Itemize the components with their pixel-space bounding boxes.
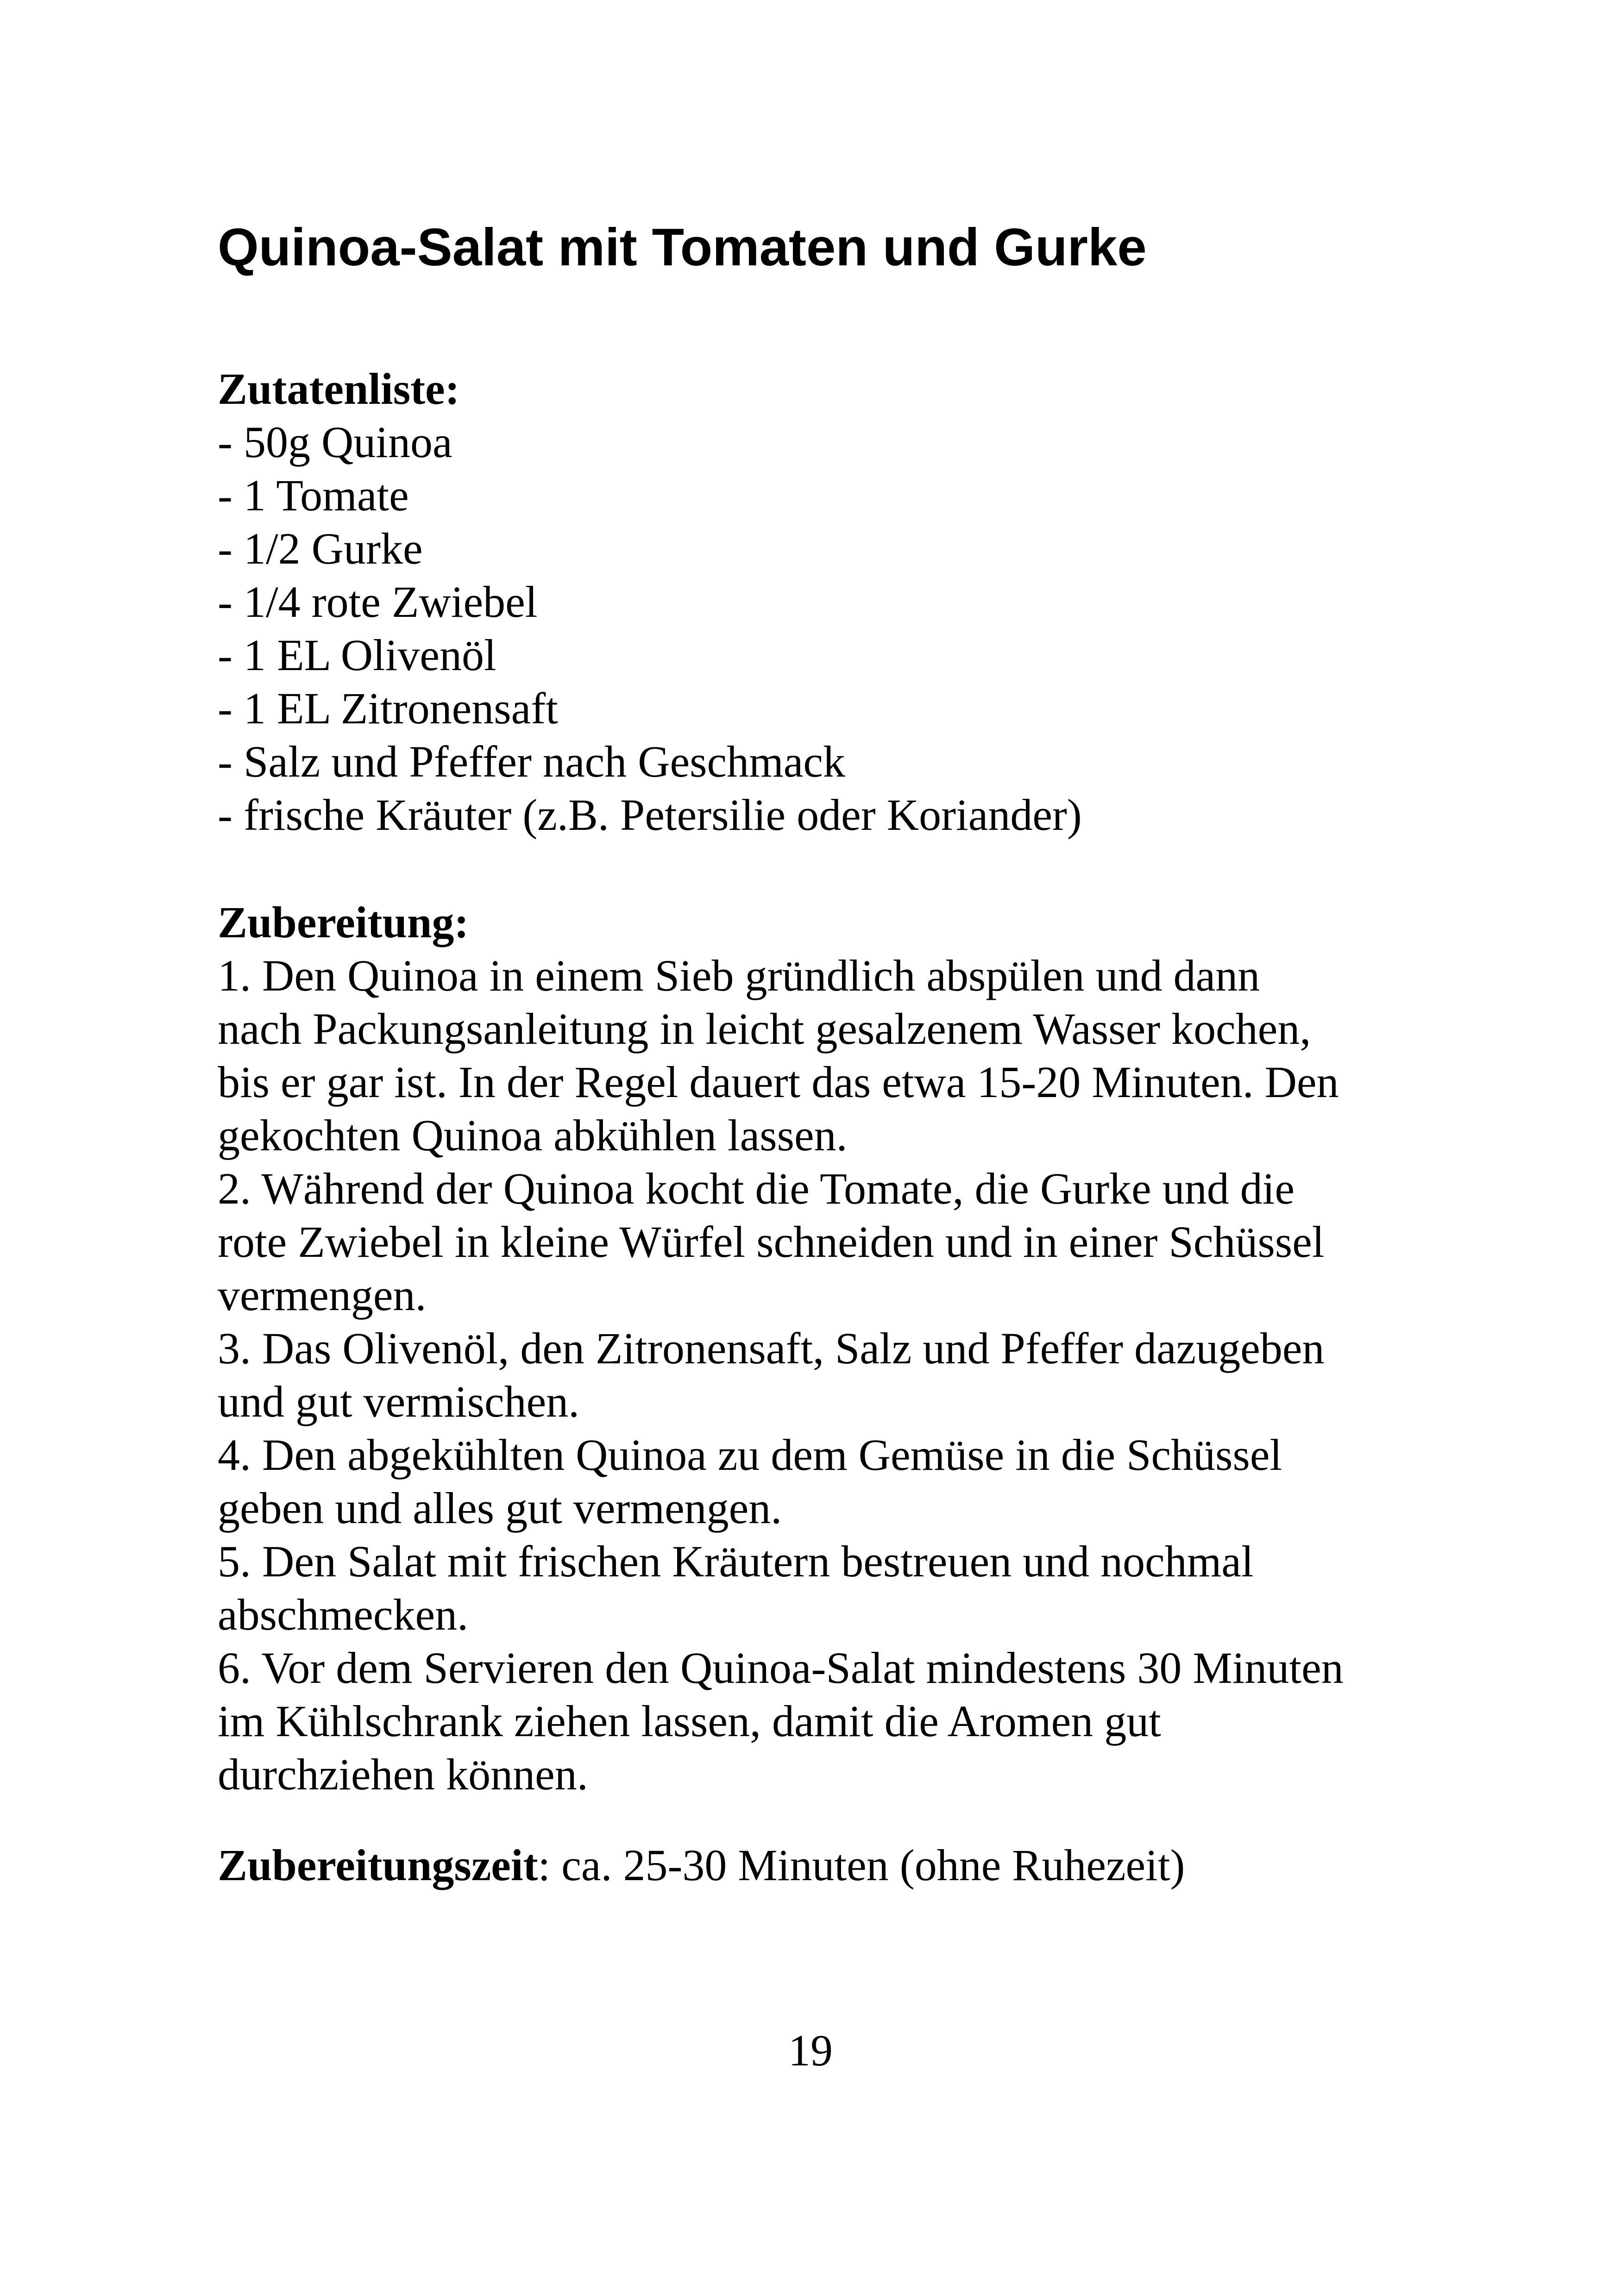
ingredient-item: - Salz und Pfeffer nach Geschmack xyxy=(218,737,846,786)
preparation-time xyxy=(218,1838,1185,1892)
preparation-line: durchziehen können. xyxy=(218,1750,588,1799)
preparation-line: vermengen. xyxy=(218,1270,427,1320)
preparation-line: 6. Vor dem Servieren den Quinoa-Salat mindestens 30 Minuten xyxy=(218,1643,1344,1693)
ingredient-item: - 50g Quinoa xyxy=(218,417,452,467)
preparation-line: und gut vermischen. xyxy=(218,1377,580,1426)
ingredient-item: - 1/4 rote Zwiebel xyxy=(218,577,538,627)
preparation-line: 2. Während der Quinoa kocht die Tomate, die Gurke und die xyxy=(218,1164,1295,1213)
preparation-line: geben und alles gut vermengen. xyxy=(218,1483,782,1533)
preparation-line: 5. Den Salat mit frischen Kräutern bestreuen und nochmal xyxy=(218,1537,1254,1586)
preparation-line: abschmecken. xyxy=(218,1590,469,1639)
page-number: 19 xyxy=(788,2026,833,2075)
preparation-line: 3. Das Olivenöl, den Zitronensaft, Salz und Pfeffer dazugeben xyxy=(218,1324,1325,1373)
ingredient-item: - 1 EL Zitronensaft xyxy=(218,684,558,733)
preparation-time-label: Zubereitungszeit xyxy=(218,1840,538,1890)
preparation-line: bis er gar ist. In der Regel dauert das etwa 15-20 Minuten. Den xyxy=(218,1057,1339,1107)
recipe-title: Quinoa-Salat mit Tomaten und Gurke xyxy=(218,218,1147,277)
preparation-section xyxy=(218,896,1344,1801)
preparation-line: gekochten Quinoa abkühlen lassen. xyxy=(218,1110,848,1160)
ingredient-item: - 1 Tomate xyxy=(218,470,409,520)
preparation-heading: Zubereitung: xyxy=(218,897,469,947)
preparation-line: 4. Den abgekühlten Quinoa zu dem Gemüse in die Schüssel xyxy=(218,1430,1282,1480)
preparation-time-value: : ca. 25-30 Minuten (ohne Ruhezeit) xyxy=(538,1840,1185,1890)
ingredients-section xyxy=(218,362,1082,841)
ingredient-item: - frische Kräuter (z.B. Petersilie oder Koriander) xyxy=(218,790,1082,840)
preparation-line: nach Packungsanleitung in leicht gesalzenem Wasser kochen, xyxy=(218,1004,1311,1054)
preparation-line: rote Zwiebel in kleine Würfel schneiden und in einer Schüssel xyxy=(218,1217,1325,1267)
preparation-line: im Kühlschrank ziehen lassen, damit die Aromen gut xyxy=(218,1696,1161,1746)
ingredients-heading: Zutatenliste: xyxy=(218,364,460,414)
preparation-line: 1. Den Quinoa in einem Sieb gründlich abspülen und dann xyxy=(218,951,1260,1000)
ingredient-item: - 1/2 Gurke xyxy=(218,524,423,573)
ingredient-item: - 1 EL Olivenöl xyxy=(218,630,496,680)
